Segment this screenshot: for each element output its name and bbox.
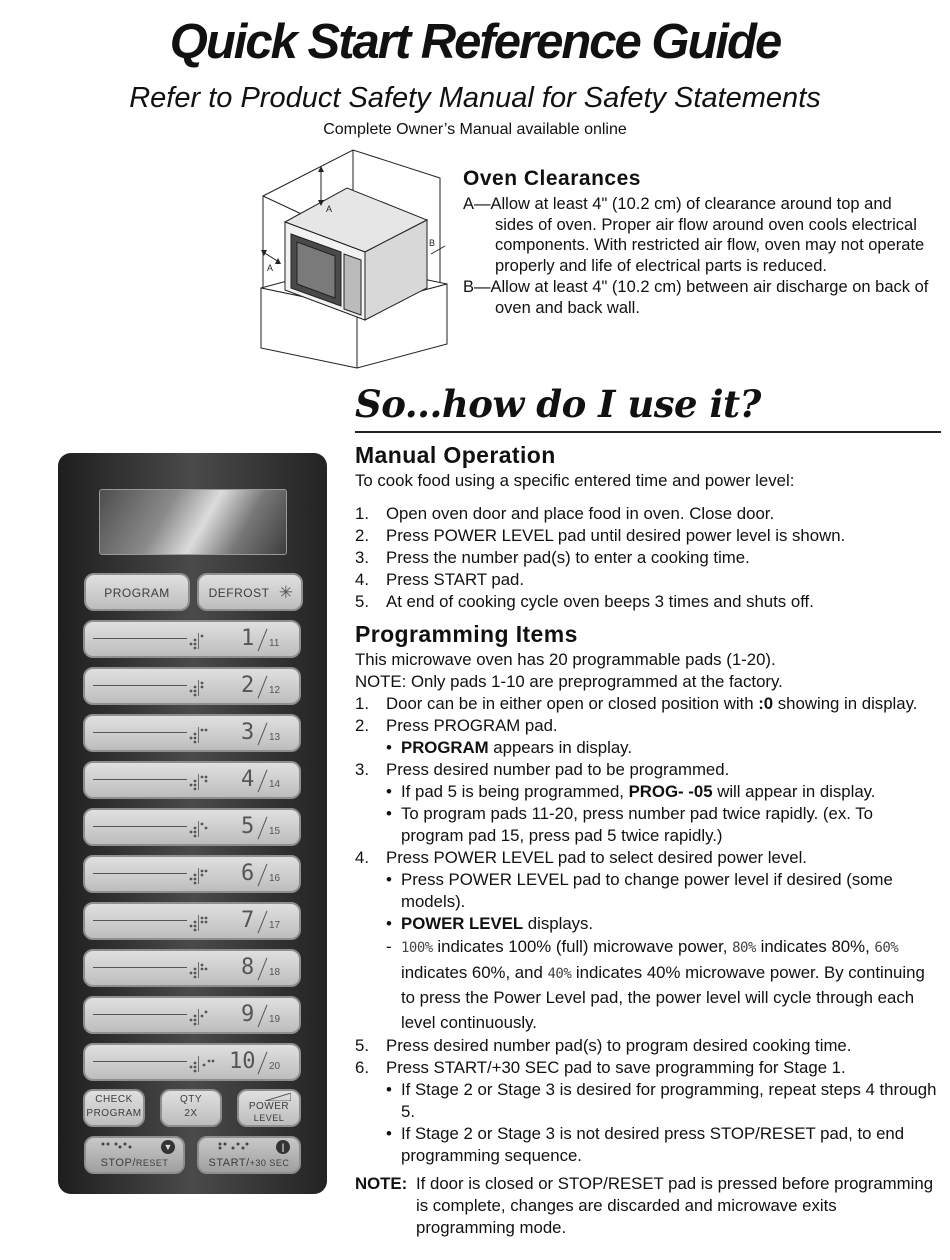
program-pad: PROGRAM — [84, 573, 190, 611]
programming-note: NOTE: Only pads 1-10 are preprogrammed at the factory. — [355, 672, 783, 691]
snowflake-icon: ✳ — [278, 583, 293, 602]
number-pad: 2 12 — [83, 667, 301, 705]
oven-clearance-illustration — [255, 148, 455, 370]
number-pad: 4 14 — [83, 761, 301, 799]
manual-step: 4. Press START pad. — [355, 570, 525, 589]
clearance-item-b: B—Allow at least 4" (10.2 cm) between air discharge on back of oven and back wall. — [463, 277, 929, 317]
number-pad: 5 15 — [83, 808, 301, 846]
stop-reset-pad: ▼ STOP/RESET — [84, 1136, 185, 1174]
power-ramp-icon — [265, 1093, 291, 1101]
number-pad: 10 20 — [83, 1043, 301, 1081]
control-panel-display — [99, 489, 287, 555]
control-panel-illustration — [58, 453, 327, 1194]
number-pad: 6 16 — [83, 855, 301, 893]
programming-bullet: • POWER LEVEL displays. — [386, 914, 594, 933]
number-pad: 3 13 — [83, 714, 301, 752]
page-title: Quick Start Reference Guide — [169, 15, 781, 69]
start-plus-30-sec-pad: | START/+30 SEC — [197, 1136, 301, 1174]
programming-items-heading: Programming Items — [355, 621, 578, 647]
online-manual-note: Complete Owner’s Manual available online — [323, 121, 627, 138]
programming-intro: This microwave oven has 20 programmable pads (1-20). — [355, 650, 776, 669]
number-pad: 8 18 — [83, 949, 301, 987]
start-icon: | — [276, 1140, 290, 1154]
clearance-label-b: B — [429, 238, 436, 248]
programming-final-note: NOTE: If door is closed or STOP/RESET pad is pressed before programming is complete, changes are discarded and microwave exits programming mode. — [355, 1174, 934, 1237]
instructions-column — [355, 440, 940, 1239]
number-pad: 9 19 — [83, 996, 301, 1034]
usage-heading: So...how do I use it? — [355, 382, 761, 426]
programming-step: 4. Press POWER LEVEL pad to select desired power level. — [355, 848, 807, 867]
heading-divider — [355, 431, 941, 433]
defrost-pad: DEFROST ✳ — [197, 573, 303, 611]
manual-step: 5. At end of cooking cycle oven beeps 3 times and shuts off. — [355, 592, 814, 611]
programming-step: 3. Press desired number pad to be programmed. — [355, 760, 730, 779]
power-level-pad: POWER LEVEL — [237, 1089, 301, 1127]
qty-2x-pad: QTY 2X — [160, 1089, 222, 1127]
manual-step: 1. Open oven door and place food in oven. Close door. — [355, 504, 775, 523]
programming-step: 5. Press desired number pad(s) to program desired cooking time. — [355, 1036, 852, 1055]
number-pad: 1 11 — [83, 620, 301, 658]
programming-step: 1. Door can be in either open or closed position with :0 showing in display. — [355, 694, 918, 713]
programming-bullet: • If Stage 2 or Stage 3 is desired for programming, repeat steps 4 through 5. — [386, 1080, 937, 1121]
manual-intro: To cook food using a specific entered time and power level: — [355, 471, 795, 490]
programming-step: 6. Press START/+30 SEC pad to save programming for Stage 1. — [355, 1058, 846, 1077]
stop-triangle-icon: ▼ — [161, 1140, 175, 1154]
programming-bullet: • PROGRAM appears in display. — [386, 738, 632, 757]
manual-step: 3. Press the number pad(s) to enter a cooking time. — [355, 548, 750, 567]
oven-clearances-section — [463, 169, 933, 319]
programming-bullet: • If pad 5 is being programmed, PROG- -05 will appear in display. — [386, 782, 876, 801]
programming-bullet: • Press POWER LEVEL pad to change power level if desired (some models). — [386, 870, 893, 911]
programming-bullet: • To program pads 11-20, press number pad twice rapidly. (ex. To program pad 15, press pad 5 twice rapidly.) — [386, 804, 873, 845]
power-level-description: - 100% indicates 100% (full) microwave power, 80% indicates 80%, 60% indicates 60%, and 40% indicates 40% microwave power. By continuing to press the Power Level pad, the power level will cycle through each level continuously. — [386, 937, 925, 1032]
programming-step: 2. Press PROGRAM pad. — [355, 716, 558, 735]
page-subtitle: Refer to Product Safety Manual for Safety Statements — [129, 82, 821, 114]
check-program-pad: CHECK PROGRAM — [83, 1089, 145, 1127]
number-pad: 7 17 — [83, 902, 301, 940]
clearance-label-a-top: A — [326, 204, 333, 214]
clearance-item-a: A—Allow at least 4" (10.2 cm) of clearance around top and sides of oven. Proper air flow around oven cools electrical components. With restricted air flow, oven may not operate properly and life of electrical parts is reduced. — [463, 194, 925, 276]
manual-operation-heading: Manual Operation — [355, 442, 556, 468]
clearance-label-a-side: A — [267, 263, 274, 273]
manual-step: 2. Press POWER LEVEL pad until desired power level is shown. — [355, 526, 846, 545]
programming-bullet: • If Stage 2 or Stage 3 is not desired press STOP/RESET pad, to end programming sequence. — [386, 1124, 905, 1165]
oven-clearances-heading: Oven Clearances — [463, 167, 641, 190]
